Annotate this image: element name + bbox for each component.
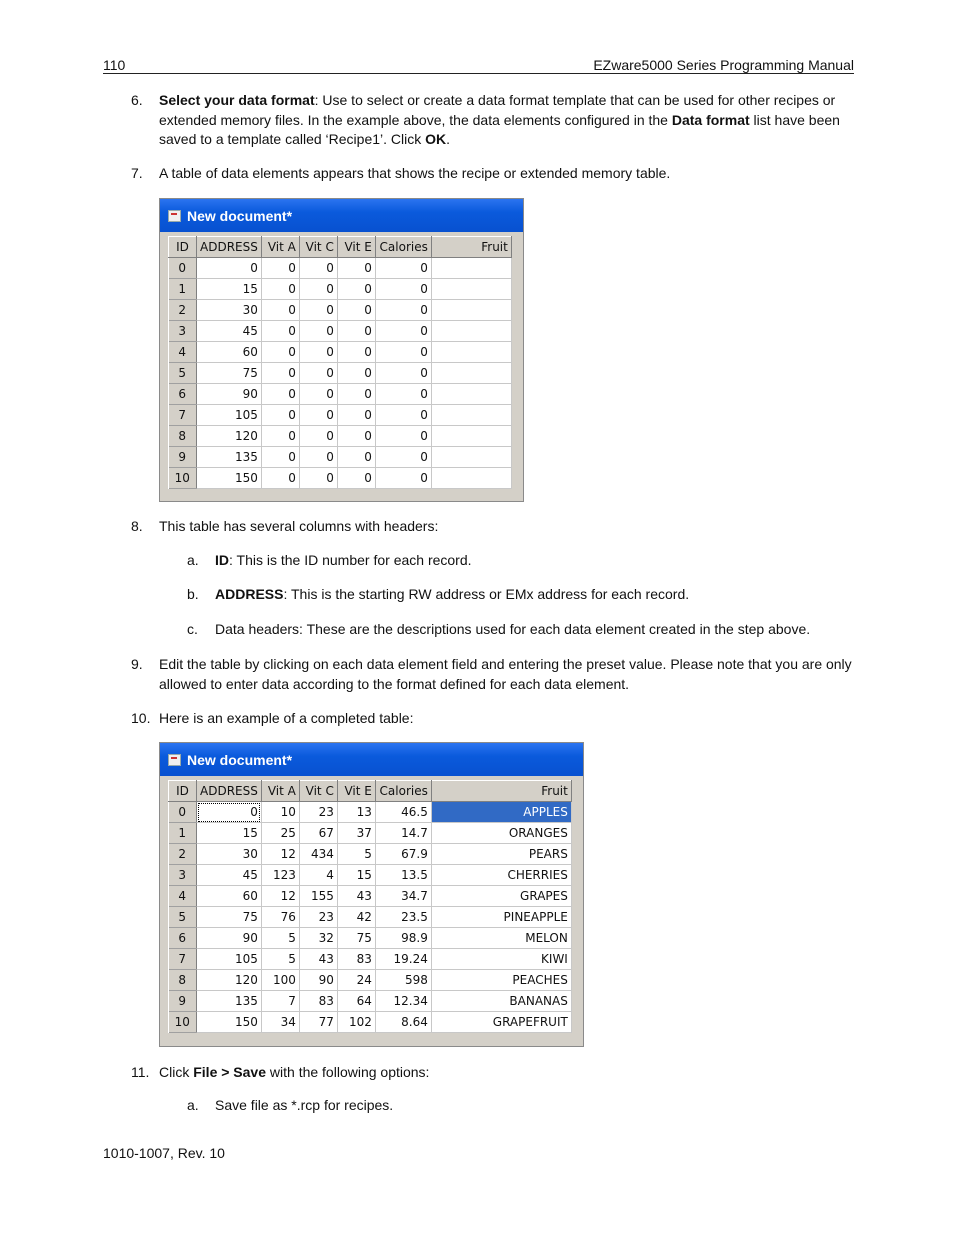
row-id-cell[interactable]: 8 <box>169 970 197 991</box>
table-row <box>169 363 512 384</box>
table-cell[interactable]: APPLES <box>431 802 571 823</box>
table-cell[interactable] <box>431 342 511 363</box>
table-row <box>169 907 572 928</box>
row-id-cell[interactable]: 9 <box>169 447 197 468</box>
step-8c-letter: c. <box>187 621 198 637</box>
table-cell[interactable]: KIWI <box>431 949 571 970</box>
table-cell[interactable]: 0 <box>299 468 337 489</box>
row-id-cell[interactable]: 6 <box>169 928 197 949</box>
table-cell[interactable] <box>431 447 511 468</box>
table-cell[interactable]: 123 <box>261 865 299 886</box>
table-cell[interactable] <box>431 300 511 321</box>
table-cell[interactable]: 0 <box>375 363 431 384</box>
table-row <box>169 405 512 426</box>
table-cell[interactable]: 120 <box>197 970 262 991</box>
table-cell[interactable]: 0 <box>375 426 431 447</box>
table-row <box>169 426 512 447</box>
step-10-number: 10. <box>131 710 151 726</box>
table-cell[interactable]: 34 <box>261 1012 299 1033</box>
table-cell[interactable] <box>431 363 511 384</box>
table-cell[interactable]: 0 <box>299 342 337 363</box>
table-row <box>169 928 572 949</box>
table-cell[interactable]: 23 <box>299 907 337 928</box>
row-id-cell[interactable]: 9 <box>169 991 197 1012</box>
step-8a-letter: a. <box>187 552 199 568</box>
table-cell[interactable]: 60 <box>197 342 262 363</box>
table-cell[interactable]: 43 <box>337 886 375 907</box>
window-title: New document* <box>187 751 293 768</box>
table-cell[interactable]: 67.9 <box>375 844 431 865</box>
recipe-table-completed <box>168 780 572 1033</box>
table-cell[interactable]: 75 <box>197 363 262 384</box>
row-id-cell[interactable]: 3 <box>169 321 197 342</box>
table-cell[interactable]: 10 <box>261 802 299 823</box>
row-id-cell[interactable]: 4 <box>169 342 197 363</box>
table-cell[interactable]: 598 <box>375 970 431 991</box>
table-cell[interactable]: 8.64 <box>375 1012 431 1033</box>
table-cell[interactable]: 83 <box>337 949 375 970</box>
document-icon <box>168 210 181 222</box>
column-header[interactable]: Vit C <box>299 781 337 802</box>
document-icon <box>168 754 181 766</box>
table-cell[interactable] <box>431 321 511 342</box>
step-11-bold: File > Save <box>193 1064 267 1080</box>
table-cell[interactable]: 5 <box>261 928 299 949</box>
table-cell[interactable]: 0 <box>261 384 299 405</box>
row-id-cell[interactable]: 0 <box>169 258 197 279</box>
table-cell[interactable]: 98.9 <box>375 928 431 949</box>
table-cell[interactable]: 0 <box>337 426 375 447</box>
table-row <box>169 342 512 363</box>
table-cell[interactable]: 75 <box>197 907 262 928</box>
table-cell[interactable]: 32 <box>299 928 337 949</box>
table-cell[interactable]: 0 <box>261 426 299 447</box>
table-cell[interactable]: 76 <box>261 907 299 928</box>
row-id-cell[interactable]: 5 <box>169 907 197 928</box>
table-cell[interactable]: 5 <box>261 949 299 970</box>
table-cell[interactable]: 15 <box>337 865 375 886</box>
column-header[interactable]: Calories <box>375 237 431 258</box>
table-cell[interactable]: 0 <box>337 300 375 321</box>
table-cell[interactable]: 0 <box>337 258 375 279</box>
table-cell[interactable]: 0 <box>261 405 299 426</box>
step-8b-text <box>215 586 865 602</box>
column-header[interactable]: ADDRESS <box>197 781 262 802</box>
step-7-number: 7. <box>131 165 143 181</box>
table-cell[interactable] <box>431 426 511 447</box>
table-cell[interactable]: 0 <box>299 258 337 279</box>
table-cell[interactable]: 0 <box>375 405 431 426</box>
recipe-window-completed <box>159 742 584 1047</box>
table-cell[interactable] <box>431 279 511 300</box>
table-cell[interactable]: 23 <box>299 802 337 823</box>
column-header[interactable]: Vit A <box>261 237 299 258</box>
step-11-text-1: Click <box>159 1064 194 1080</box>
document-id: 1010-1007, Rev. 10 <box>103 1145 225 1161</box>
table-cell[interactable]: 42 <box>337 907 375 928</box>
step-6-text-3: . <box>446 131 451 147</box>
table-cell[interactable]: 24 <box>337 970 375 991</box>
table-cell[interactable]: 0 <box>375 342 431 363</box>
column-header[interactable]: ADDRESS <box>197 237 262 258</box>
table-cell[interactable]: 34.7 <box>375 886 431 907</box>
step-11-text-2: with the following options: <box>266 1064 430 1080</box>
table-row <box>169 384 512 405</box>
step-8a-text <box>215 552 865 568</box>
row-id-cell[interactable]: 10 <box>169 468 197 489</box>
step-8c-text: Data headers: These are the descriptions used for each data element created in the step above. <box>215 621 811 637</box>
table-cell[interactable]: 13.5 <box>375 865 431 886</box>
table-cell[interactable] <box>431 468 511 489</box>
table-cell[interactable]: 0 <box>375 300 431 321</box>
table-cell[interactable]: PEACHES <box>431 970 571 991</box>
table-row <box>169 447 512 468</box>
column-header[interactable]: Vit E <box>337 237 375 258</box>
table-cell[interactable]: 155 <box>299 886 337 907</box>
step-6-number: 6. <box>131 92 143 108</box>
table-cell[interactable]: 0 <box>261 258 299 279</box>
row-id-cell[interactable]: 6 <box>169 384 197 405</box>
table-cell[interactable]: 0 <box>375 384 431 405</box>
step-11-number: 11. <box>131 1064 150 1080</box>
recipe-table-empty <box>168 236 512 489</box>
row-id-cell[interactable]: 8 <box>169 426 197 447</box>
step-6-text-2: list have been saved to a template called ‘Recipe1’. Click <box>159 111 840 147</box>
step-8b-desc: : This is the starting RW address or EMx address for each record. <box>283 586 690 602</box>
table-cell[interactable]: 12 <box>261 886 299 907</box>
table-cell[interactable]: 0 <box>261 279 299 300</box>
table-cell[interactable]: 0 <box>375 258 431 279</box>
column-header[interactable]: Vit A <box>261 781 299 802</box>
table-row <box>169 468 512 489</box>
table-row <box>169 1012 572 1033</box>
column-header[interactable]: ID <box>169 237 197 258</box>
table-cell[interactable]: 30 <box>197 844 262 865</box>
step-7-text: A table of data elements appears that shows the recipe or extended memory table. <box>159 165 671 181</box>
step-11a-text: Save file as *.rcp for recipes. <box>215 1097 394 1113</box>
table-cell[interactable]: 0 <box>337 384 375 405</box>
table-cell[interactable]: 0 <box>337 342 375 363</box>
table-row <box>169 991 572 1012</box>
recipe-window-empty <box>159 198 524 502</box>
step-6-text-1: : Use to select or create a data format template that can be used for other recipes or extended memory files. In the example above, the data elements configured in the <box>159 92 836 128</box>
table-cell[interactable]: 4 <box>299 865 337 886</box>
header-rule <box>103 73 854 74</box>
table-row <box>169 258 512 279</box>
table-cell[interactable]: GRAPES <box>431 886 571 907</box>
table-cell[interactable]: GRAPEFRUIT <box>431 1012 571 1033</box>
step-11-text <box>159 1063 859 1083</box>
table-cell[interactable]: 0 <box>261 300 299 321</box>
table-cell[interactable]: 0 <box>261 447 299 468</box>
table-cell[interactable]: 77 <box>299 1012 337 1033</box>
step-6-bold-3: OK <box>425 131 447 147</box>
table-cell[interactable]: BANANAS <box>431 991 571 1012</box>
table-cell[interactable]: 43 <box>299 949 337 970</box>
table-cell[interactable]: 120 <box>197 426 262 447</box>
step-8a-bold: ID <box>215 552 229 568</box>
table-cell[interactable]: 105 <box>197 949 262 970</box>
column-header[interactable]: ID <box>169 781 197 802</box>
table-cell[interactable]: 60 <box>197 886 262 907</box>
step-9-text: Edit the table by clicking on each data element field and entering the preset value. Please note that you are only allowed to enter data according to the format defined for each data element. <box>159 656 852 692</box>
table-cell[interactable]: CHERRIES <box>431 865 571 886</box>
table-cell[interactable]: ORANGES <box>431 823 571 844</box>
table-cell[interactable]: 0 <box>337 468 375 489</box>
table-cell[interactable]: 102 <box>337 1012 375 1033</box>
table-cell[interactable]: 0 <box>375 447 431 468</box>
row-id-cell[interactable]: 1 <box>169 279 197 300</box>
table-cell[interactable]: 0 <box>375 279 431 300</box>
table-row <box>169 823 572 844</box>
step-8-text: This table has several columns with headers: <box>159 518 439 534</box>
step-11a-letter: a. <box>187 1097 199 1113</box>
table-cell[interactable]: 0 <box>337 279 375 300</box>
table-cell[interactable]: 135 <box>197 991 262 1012</box>
table-cell[interactable]: 100 <box>261 970 299 991</box>
table-cell[interactable]: 0 <box>261 342 299 363</box>
window-title-bar <box>160 743 583 776</box>
table-cell[interactable]: 0 <box>299 405 337 426</box>
table-row <box>169 279 512 300</box>
recipe-grid <box>168 236 512 489</box>
table-cell[interactable]: 90 <box>197 384 262 405</box>
column-header[interactable]: Calories <box>375 781 431 802</box>
table-cell[interactable]: 0 <box>197 802 262 823</box>
table-cell[interactable]: 150 <box>197 1012 262 1033</box>
step-8b-bold: ADDRESS <box>215 586 284 602</box>
row-id-cell[interactable]: 4 <box>169 886 197 907</box>
table-row <box>169 321 512 342</box>
table-cell[interactable]: PINEAPPLE <box>431 907 571 928</box>
table-cell[interactable]: 0 <box>261 321 299 342</box>
table-cell[interactable]: 0 <box>299 321 337 342</box>
table-cell[interactable]: 83 <box>299 991 337 1012</box>
table-cell[interactable]: 90 <box>299 970 337 991</box>
row-id-cell[interactable]: 7 <box>169 949 197 970</box>
table-cell[interactable]: 0 <box>299 300 337 321</box>
step-8b-letter: b. <box>187 586 199 602</box>
table-cell[interactable]: 23.5 <box>375 907 431 928</box>
step-10-text: Here is an example of a completed table: <box>159 710 414 726</box>
table-cell[interactable]: 46.5 <box>375 802 431 823</box>
table-cell[interactable]: 19.24 <box>375 949 431 970</box>
table-cell[interactable]: 37 <box>337 823 375 844</box>
column-header[interactable]: Vit C <box>299 237 337 258</box>
table-cell[interactable]: 25 <box>261 823 299 844</box>
recipe-grid <box>168 780 572 1033</box>
row-id-cell[interactable]: 10 <box>169 1012 197 1033</box>
row-id-cell[interactable]: 1 <box>169 823 197 844</box>
table-cell[interactable]: 13 <box>337 802 375 823</box>
table-cell[interactable]: 0 <box>375 468 431 489</box>
step-9-number: 9. <box>131 656 143 672</box>
table-row <box>169 865 572 886</box>
table-cell[interactable]: 15 <box>197 279 262 300</box>
table-cell[interactable]: 434 <box>299 844 337 865</box>
table-cell[interactable]: 45 <box>197 321 262 342</box>
table-cell[interactable]: PEARS <box>431 844 571 865</box>
table-cell[interactable]: 0 <box>261 363 299 384</box>
table-cell[interactable]: MELON <box>431 928 571 949</box>
table-cell[interactable]: 150 <box>197 468 262 489</box>
table-cell[interactable]: 12.34 <box>375 991 431 1012</box>
manual-title: EZware5000 Series Programming Manual <box>593 57 854 73</box>
table-cell[interactable]: 0 <box>337 405 375 426</box>
table-cell[interactable]: 75 <box>337 928 375 949</box>
table-cell[interactable]: 0 <box>299 279 337 300</box>
row-id-cell[interactable]: 0 <box>169 802 197 823</box>
row-id-cell[interactable]: 2 <box>169 844 197 865</box>
step-6-bold-1: Select your data format <box>159 92 315 108</box>
table-cell[interactable]: 5 <box>337 844 375 865</box>
table-cell[interactable] <box>431 405 511 426</box>
table-cell[interactable]: 30 <box>197 300 262 321</box>
row-id-cell[interactable]: 5 <box>169 363 197 384</box>
step-6-bold-2: Data format <box>671 111 750 128</box>
table-cell[interactable]: 14.7 <box>375 823 431 844</box>
table-cell[interactable]: 0 <box>375 321 431 342</box>
column-header[interactable]: Fruit <box>431 781 571 802</box>
table-row <box>169 300 512 321</box>
column-header[interactable]: Fruit <box>431 237 511 258</box>
table-cell[interactable]: 0 <box>337 447 375 468</box>
table-cell[interactable]: 67 <box>299 823 337 844</box>
row-id-cell[interactable]: 3 <box>169 865 197 886</box>
table-cell[interactable]: 7 <box>261 991 299 1012</box>
page-number: 110 <box>103 57 126 73</box>
table-cell[interactable]: 0 <box>197 258 262 279</box>
table-cell[interactable]: 0 <box>337 363 375 384</box>
step-6-text <box>159 91 859 150</box>
row-id-cell[interactable]: 2 <box>169 300 197 321</box>
table-cell[interactable]: 0 <box>299 384 337 405</box>
window-title: New document* <box>187 207 293 224</box>
table-row <box>169 886 572 907</box>
table-cell[interactable]: 0 <box>299 447 337 468</box>
table-cell[interactable]: 0 <box>261 468 299 489</box>
table-cell[interactable] <box>431 384 511 405</box>
table-cell[interactable]: 45 <box>197 865 262 886</box>
table-cell[interactable]: 90 <box>197 928 262 949</box>
table-cell[interactable]: 135 <box>197 447 262 468</box>
table-cell[interactable]: 0 <box>299 363 337 384</box>
table-row <box>169 970 572 991</box>
table-cell[interactable]: 105 <box>197 405 262 426</box>
row-id-cell[interactable]: 7 <box>169 405 197 426</box>
table-row <box>169 802 572 823</box>
table-cell[interactable]: 64 <box>337 991 375 1012</box>
column-header[interactable]: Vit E <box>337 781 375 802</box>
step-8-number: 8. <box>131 518 143 534</box>
table-cell[interactable]: 0 <box>337 321 375 342</box>
window-title-bar <box>160 199 523 232</box>
table-cell[interactable] <box>431 258 511 279</box>
table-cell[interactable]: 15 <box>197 823 262 844</box>
table-row <box>169 844 572 865</box>
table-cell[interactable]: 0 <box>299 426 337 447</box>
table-cell[interactable]: 12 <box>261 844 299 865</box>
step-8a-desc: : This is the ID number for each record. <box>229 552 472 568</box>
table-row <box>169 949 572 970</box>
